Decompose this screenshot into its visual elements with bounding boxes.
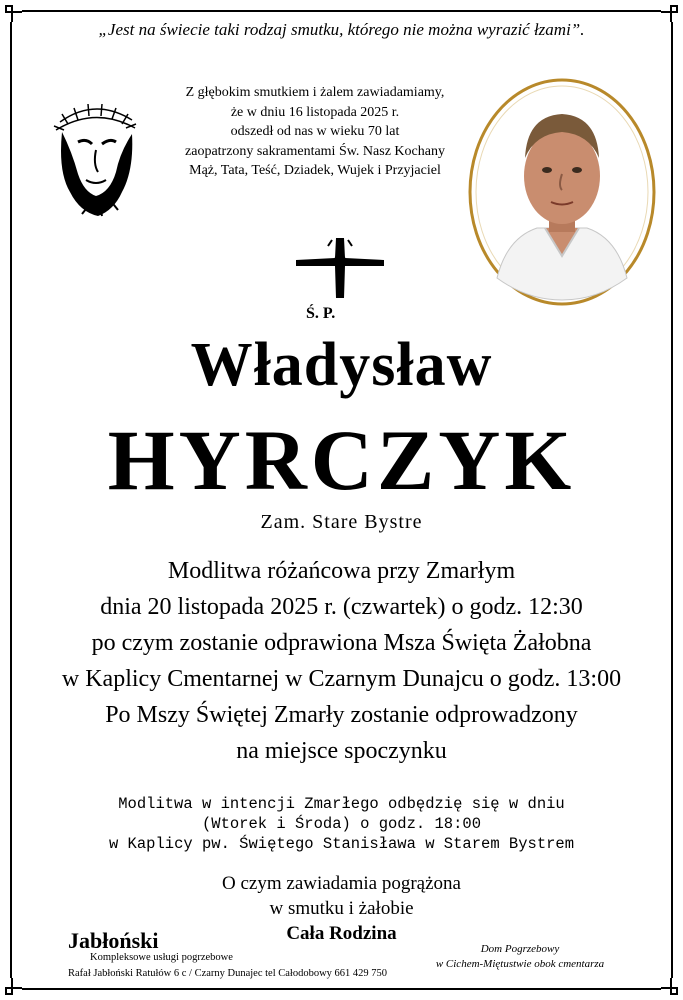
funeral-house-ad (420, 942, 620, 972)
ceremony-details (20, 553, 663, 769)
ceremony-line: po czym zostanie odprawiona Msza Święta Żałobna (91, 630, 592, 656)
deceased-portrait (467, 78, 657, 306)
intro-line: odszedł od nas w wieku 70 lat (230, 124, 400, 139)
funeral-house-title: Dom Pogrzebowy (480, 943, 560, 955)
deceased-first-name: Władysław (190, 331, 493, 399)
cross-icon (292, 236, 388, 320)
intro-line: Z głębokim smutkiem i żalem zawiadamiamy, (185, 85, 445, 100)
ceremony-line: Modlitwa różańcowa przy Zmarłym (167, 558, 516, 584)
ceremony-line: Po Mszy Świętej Zmarły zostanie odprowadzony (105, 702, 578, 728)
intro-line: zaopatrzony sakramentami Św. Nasz Kochany (185, 143, 445, 159)
notice-line: O czym zawiadamia pogrążona (222, 873, 461, 894)
funeral-home-subtitle: Kompleksowe usługi pogrzebowe (90, 952, 233, 963)
prayer-line: (Wtorek i Środa) o godz. 18:00 (201, 815, 482, 833)
epitaph-quote: „Jest na świecie taki rodzaj smutku, którego nie można wyrazić łzami”. (98, 20, 585, 39)
prayer-details (0, 794, 683, 854)
corner-bottom-left (4, 974, 26, 996)
intro-line: Mąż, Tata, Teść, Dziadek, Wujek i Przyjaciel (189, 163, 441, 178)
funeral-house-location: w Cichem-Miętustwie obok cmentarza (435, 958, 605, 970)
announcement-intro (150, 83, 480, 181)
ceremony-line: w Kaplicy Cmentarnej w Czarnym Dunajcu o godz. 13:00 (61, 666, 622, 692)
residence: Zam. Stare Bystre (260, 511, 423, 533)
intro-line: że w dniu 16 listopada 2025 r. (230, 104, 400, 120)
funeral-home-address: Rafał Jabłoński Ratułów 6 c / Czarny Dunajec tel Całodobowy 661 429 750 (68, 968, 388, 979)
jesus-crown-of-thorns-icon (40, 92, 150, 217)
notice-line: w smutku i żałobie (269, 898, 414, 919)
ceremony-line: na miejsce spoczynku (236, 738, 447, 764)
deceased-surname: HYRCZYK (107, 412, 576, 508)
frame-bottom (22, 988, 661, 990)
frame-top (22, 10, 661, 12)
cross-caption: Ś. P. (306, 305, 336, 320)
funeral-home-logo (68, 930, 398, 980)
corner-bottom-right (657, 974, 679, 996)
prayer-line: Modlitwa w intencji Zmarłego odbędzię się w dniu (118, 795, 565, 813)
prayer-line: w Kaplicy pw. Świętego Stanisława w Starem Bystrem (108, 835, 575, 853)
ceremony-line: dnia 20 listopada 2025 r. (czwartek) o godz. 12:30 (100, 594, 583, 620)
family-signature: Cała Rodzina (286, 923, 397, 944)
funeral-home-name: Jabłoński (68, 928, 159, 953)
